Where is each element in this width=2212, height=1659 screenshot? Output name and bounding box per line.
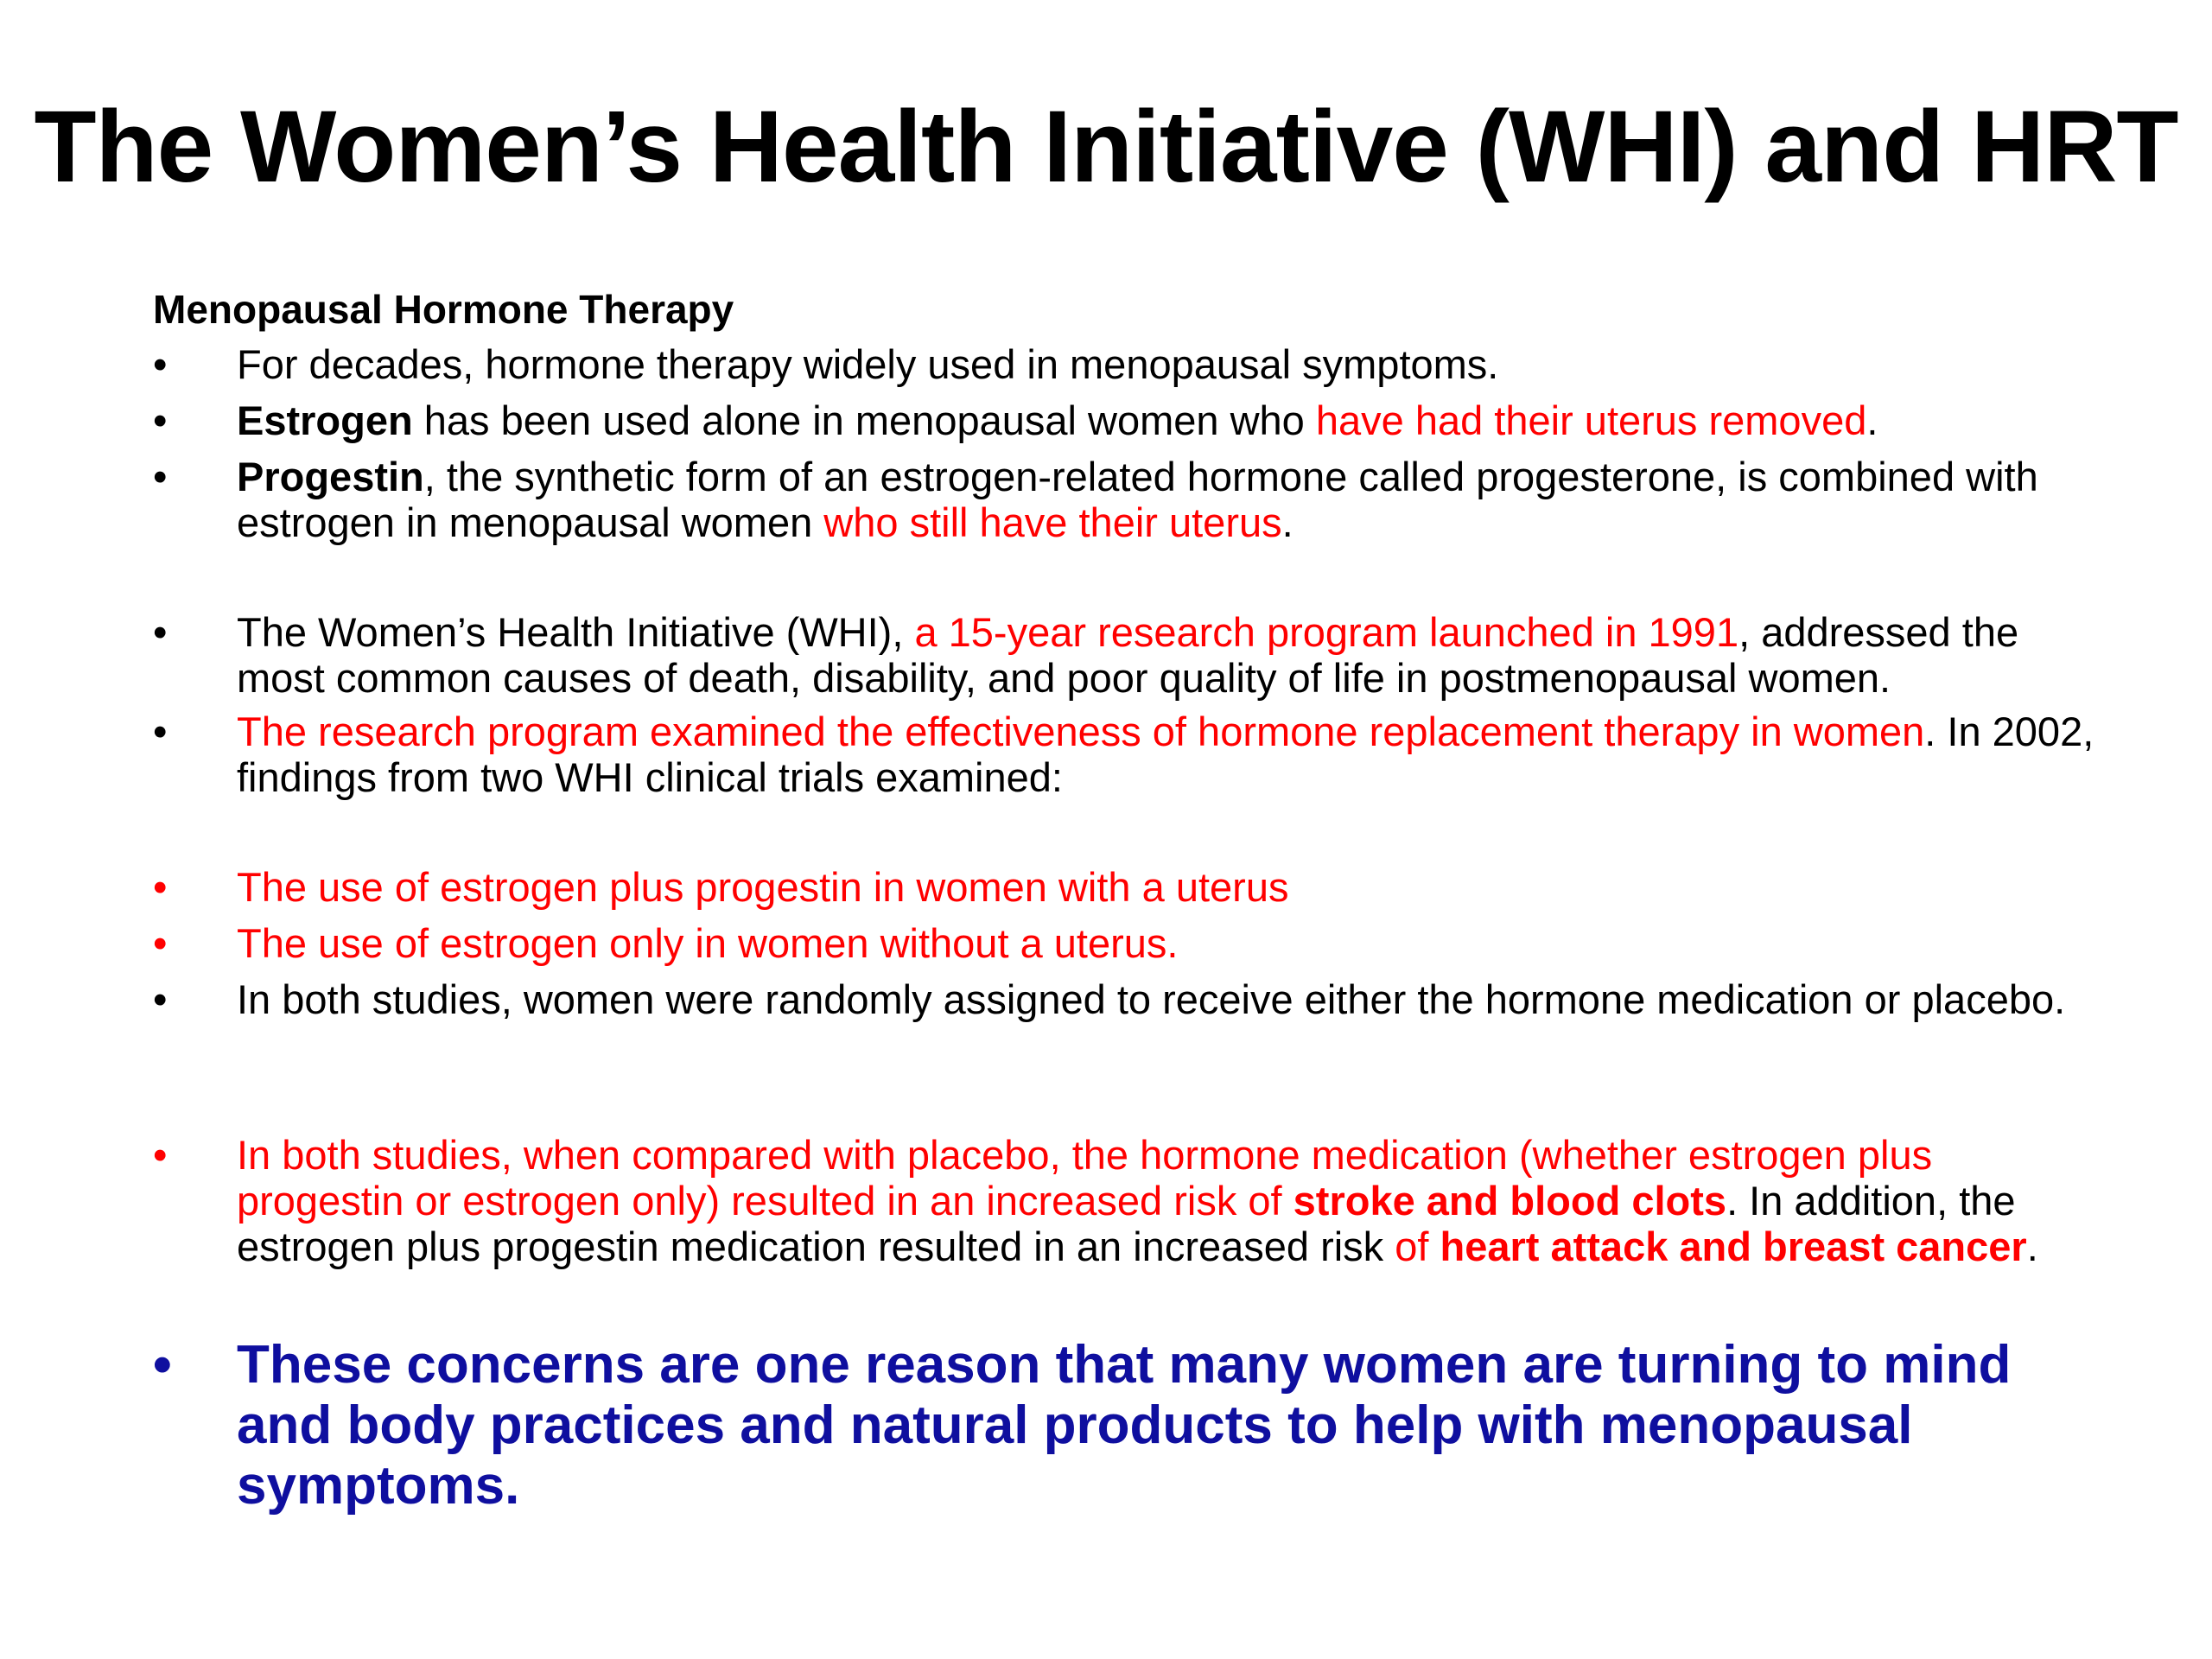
- text-segment: In both studies, women were randomly assigned to receive either the hormone medication or placebo.: [237, 976, 2066, 1022]
- bullet-text: [237, 976, 2107, 1022]
- slide-title: The Women’s Health Initiative (WHI) and HRT: [34, 90, 2178, 204]
- text-segment-highlight: have had their uterus removed: [1315, 397, 1867, 443]
- text-segment: .: [1866, 397, 1878, 443]
- bullet-dot: •: [153, 976, 168, 1022]
- text-segment-bold: Progestin: [237, 454, 424, 499]
- text-segment-highlight-bold: stroke and blood clots: [1293, 1178, 1727, 1224]
- text-segment-highlight: In both studies, when compared with placebo, the hormone medication (whether estrogen plus progestin or estrogen only) resulted in an increased risk of: [237, 1132, 1933, 1224]
- text-segment: has been used alone in menopausal women who: [412, 397, 1316, 443]
- text-segment-highlight: a 15-year research program launched in 1991: [914, 609, 1739, 655]
- bullet-dot: •: [153, 920, 168, 966]
- text-segment: , the synthetic form of an estrogen-related hormone called progesterone, is combined with estrogen in menopausal women: [237, 454, 2038, 545]
- text-segment-bold: Estrogen: [237, 397, 413, 443]
- bullet-dot: •: [153, 1132, 168, 1178]
- bullet-dot: •: [153, 609, 168, 655]
- bullet-dot: •: [153, 1335, 172, 1395]
- text-segment: .: [2026, 1224, 2038, 1269]
- bullet-dot: •: [153, 864, 168, 910]
- bullet-text: [237, 454, 2107, 545]
- text-segment: . In addition, the estrogen plus progestin medication resulted in an increased risk: [237, 1178, 2016, 1269]
- bullet-dot: •: [153, 341, 168, 387]
- text-segment: The Women’s Health Initiative (WHI),: [237, 609, 915, 655]
- bullet-dot: •: [153, 397, 168, 443]
- bullet-text: [237, 341, 2107, 387]
- text-segment-highlight: The use of estrogen only in women without a uterus.: [237, 920, 1179, 966]
- section-heading: Menopausal Hormone Therapy: [153, 287, 734, 332]
- final-point-text: These concerns are one reason that many women are turning to mind and body practices and natural products to help with menopausal symptoms.: [237, 1335, 2012, 1516]
- text-segment-highlight-bold: heart attack and breast cancer: [1440, 1224, 2027, 1269]
- text-segment: For decades, hormone therapy widely used in menopausal symptoms.: [237, 341, 1499, 387]
- bullet-text: [237, 864, 2107, 910]
- text-segment-highlight: The research program examined the effectiveness of hormone replacement therapy in women: [237, 709, 1925, 754]
- bullet-dot: •: [153, 454, 168, 499]
- text-segment-highlight: The use of estrogen plus progestin in women with a uterus: [237, 864, 1289, 910]
- bullet-text: [237, 1132, 2107, 1269]
- bullet-text: [237, 609, 2107, 701]
- text-segment-highlight: of: [1395, 1224, 1440, 1269]
- bullet-dot: •: [153, 709, 168, 754]
- bullet-text: [237, 709, 2107, 800]
- text-segment-highlight: who still have their uterus: [823, 499, 1282, 545]
- text-segment: .: [1281, 499, 1294, 545]
- text-segment: . In 2002, findings from two WHI clinical trials examined:: [237, 709, 2094, 800]
- text-segment: , addressed the most common causes of death, disability, and poor quality of life in postmenopausal women.: [237, 609, 2019, 701]
- bullet-text: [237, 397, 2107, 443]
- bullet-text: [237, 920, 2107, 966]
